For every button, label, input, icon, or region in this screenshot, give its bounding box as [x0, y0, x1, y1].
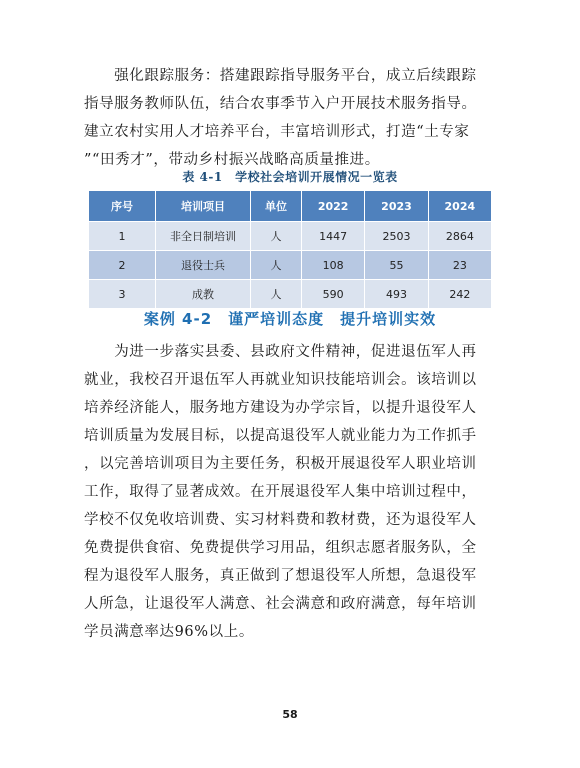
paragraph-line: 人所急，让退役军人满意、社会满意和政府满意，每年培训 — [84, 596, 477, 612]
table-cell: 人 — [251, 251, 302, 280]
header-cell-unit: 单位 — [251, 191, 302, 222]
table-cell: 非全日制培训 — [156, 222, 251, 251]
table-cell: 2503 — [365, 222, 428, 251]
table-cell: 人 — [251, 280, 302, 309]
paragraph-line: ”“田秀才”，带动乡村振兴战略高质量推进。 — [84, 152, 380, 168]
paragraph-line: 为进一步落实县委、县政府文件精神，促进退伍军人再 — [84, 344, 477, 360]
table-caption: 表 4-1 学校社会培训开展情况一览表 — [182, 170, 398, 184]
case-heading: 案例 4-2 谨严培训态度 提升培训实效 — [143, 310, 437, 328]
paragraph-line: 学员满意率达96%以上。 — [84, 624, 254, 640]
paragraph-line: 培训质量为发展目标，以提高退役军人就业能力为工作抓手 — [84, 428, 477, 444]
header-cell-project: 培训项目 — [156, 191, 251, 222]
paragraph-line: ，以完善培训项目为主要任务，积极开展退役军人职业培训 — [84, 456, 477, 472]
table-cell: 2 — [89, 251, 156, 280]
case-paragraph — [84, 338, 502, 646]
table-cell: 108 — [302, 251, 365, 280]
paragraph-line: 建立农村实用人才培养平台，丰富培训形式，打造“土专家 — [84, 124, 470, 140]
table-cell: 1447 — [302, 222, 365, 251]
table-row — [89, 251, 492, 280]
intro-paragraph — [84, 62, 502, 174]
table-row — [89, 280, 492, 309]
table-cell: 590 — [302, 280, 365, 309]
paragraph-line: 培养经济能人，服务地方建设为办学宗旨，以提升退役军人 — [84, 400, 477, 416]
paragraph-line: 指导服务教师队伍，结合农事季节入户开展技术服务指导。 — [84, 96, 477, 112]
table-cell: 55 — [365, 251, 428, 280]
training-table — [88, 190, 492, 309]
paragraph-line: 强化跟踪服务：搭建跟踪指导服务平台，成立后续跟踪 — [84, 68, 477, 84]
table-cell: 成教 — [156, 280, 251, 309]
paragraph-line: 就业，我校召开退伍军人再就业知识技能培训会。该培训以 — [84, 372, 477, 388]
paragraph-line: 学校不仅免收培训费、实习材料费和教材费，还为退役军人 — [84, 512, 477, 528]
table-cell: 人 — [251, 222, 302, 251]
table-cell: 1 — [89, 222, 156, 251]
table-cell: 2864 — [428, 222, 491, 251]
table-cell: 退役士兵 — [156, 251, 251, 280]
page-number: 58 — [282, 708, 298, 721]
paragraph-line: 程为退役军人服务，真正做到了想退役军人所想，急退役军 — [84, 568, 477, 584]
table-row — [89, 222, 492, 251]
table-header-row — [89, 191, 492, 222]
table-cell: 493 — [365, 280, 428, 309]
paragraph-line: 免费提供食宿、免费提供学习用品，组织志愿者服务队，全 — [84, 540, 477, 556]
header-cell-2022: 2022 — [302, 191, 365, 222]
header-cell-2023: 2023 — [365, 191, 428, 222]
table-cell: 23 — [428, 251, 491, 280]
table-cell: 3 — [89, 280, 156, 309]
paragraph-line: 工作，取得了显著成效。在开展退役军人集中培训过程中， — [84, 484, 477, 500]
header-cell-index: 序号 — [89, 191, 156, 222]
header-cell-2024: 2024 — [428, 191, 491, 222]
table-cell: 242 — [428, 280, 491, 309]
